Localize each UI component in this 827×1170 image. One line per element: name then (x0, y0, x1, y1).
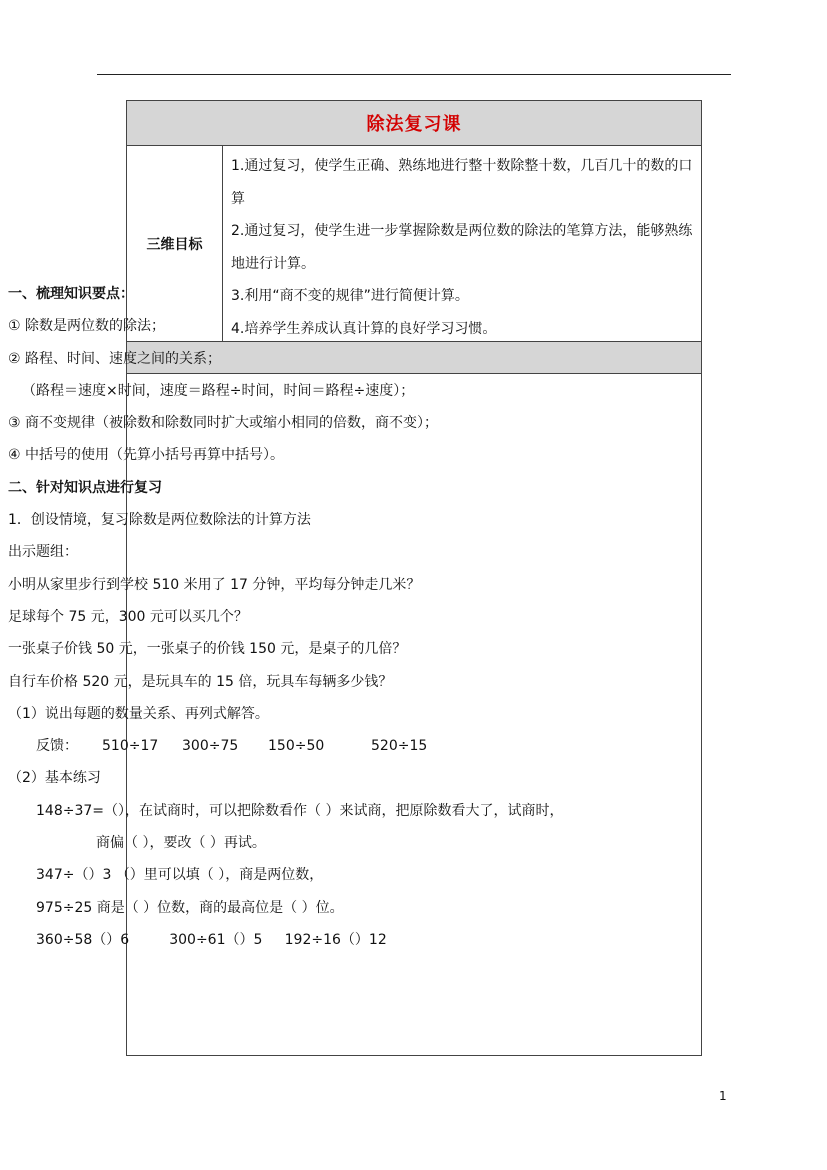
point-item: （路程＝速度×时间，速度＝路程÷时间，时间＝路程÷速度）； (22, 382, 415, 399)
problem-item: 自行车价格 520 元，是玩具车的 15 倍，玩具车每辆多少钱？ (8, 673, 393, 690)
problem-item: 一张桌子价钱 50 元，一张桌子的价钱 150 元，是桌子的几倍？ (8, 641, 407, 658)
goal-item: 2.通过复习，使学生进一步掌握除数是两位数的除法的笔算方法，能够熟练地进行计算。 (231, 223, 693, 272)
lesson-content (8, 278, 821, 956)
title-row (127, 101, 701, 146)
feedback-item: 150÷50 (268, 738, 325, 755)
section2-title: 二、针对知识点进行复习 (8, 479, 162, 496)
feedback-line (8, 730, 821, 762)
point-item: ④ 中括号的使用（先算小括号再算中括号）。 (8, 447, 284, 464)
point-item: ① 除数是两位数的除法； (8, 318, 166, 335)
show-label: 出示题组： (8, 544, 78, 561)
sub-heading: 1．创设情境，复习除数是两位数除法的计算方法 (8, 512, 311, 529)
goal-item: 3.利用“商不变的规律”进行简便计算。 (231, 288, 469, 304)
question-2: （2）基本练习 (8, 770, 101, 787)
practice-item: 360÷58（）6 300÷61（）5 192÷16（）12 (36, 931, 387, 948)
point-item: ② 路程、时间、速度之间的关系； (8, 350, 222, 367)
feedback-item: 300÷75 (182, 738, 239, 755)
problem-item: 足球每个 75 元，300 元可以买几个？ (8, 608, 248, 625)
feedback-item: 520÷15 (371, 738, 428, 755)
header-rule (97, 74, 731, 75)
section1-title: 一、梳理知识要点： (8, 286, 134, 302)
practice-item: 148÷37=（），在试商时，可以把除数看作（ ）来试商，把原除数看大了，试商时， (36, 802, 564, 819)
feedback-label: 反馈： (36, 738, 78, 755)
practice-item: 975÷25 商是（ ）位数，商的最高位是（ ）位。 (36, 899, 344, 916)
goals-label: 三维目标 (127, 146, 223, 341)
lesson-title: 除法复习课 (366, 114, 462, 135)
goal-item: 1.通过复习，使学生正确、熟练地进行整十数除整十数，几百几十的数的口算 (231, 158, 693, 207)
feedback-item: 510÷17 (102, 738, 159, 755)
practice-item: 347÷（）3 （）里可以填（ ），商是两位数， (36, 867, 324, 884)
practice-item: 商偏（ ），要改（ ）再试。 (96, 835, 266, 852)
goal-item: 4.培养学生养成认真计算的良好学习习惯。 (231, 320, 497, 337)
question-1: （1）说出每题的数量关系、再列式解答。 (8, 705, 269, 722)
page-number: 1 (719, 1089, 727, 1103)
point-item: ③ 商不变规律（被除数和除数同时扩大或缩小相同的倍数，商不变）； (8, 415, 438, 432)
problem-item: 小明从家里步行到学校 510 米用了 17 分钟，平均每分钟走几米？ (8, 576, 421, 593)
